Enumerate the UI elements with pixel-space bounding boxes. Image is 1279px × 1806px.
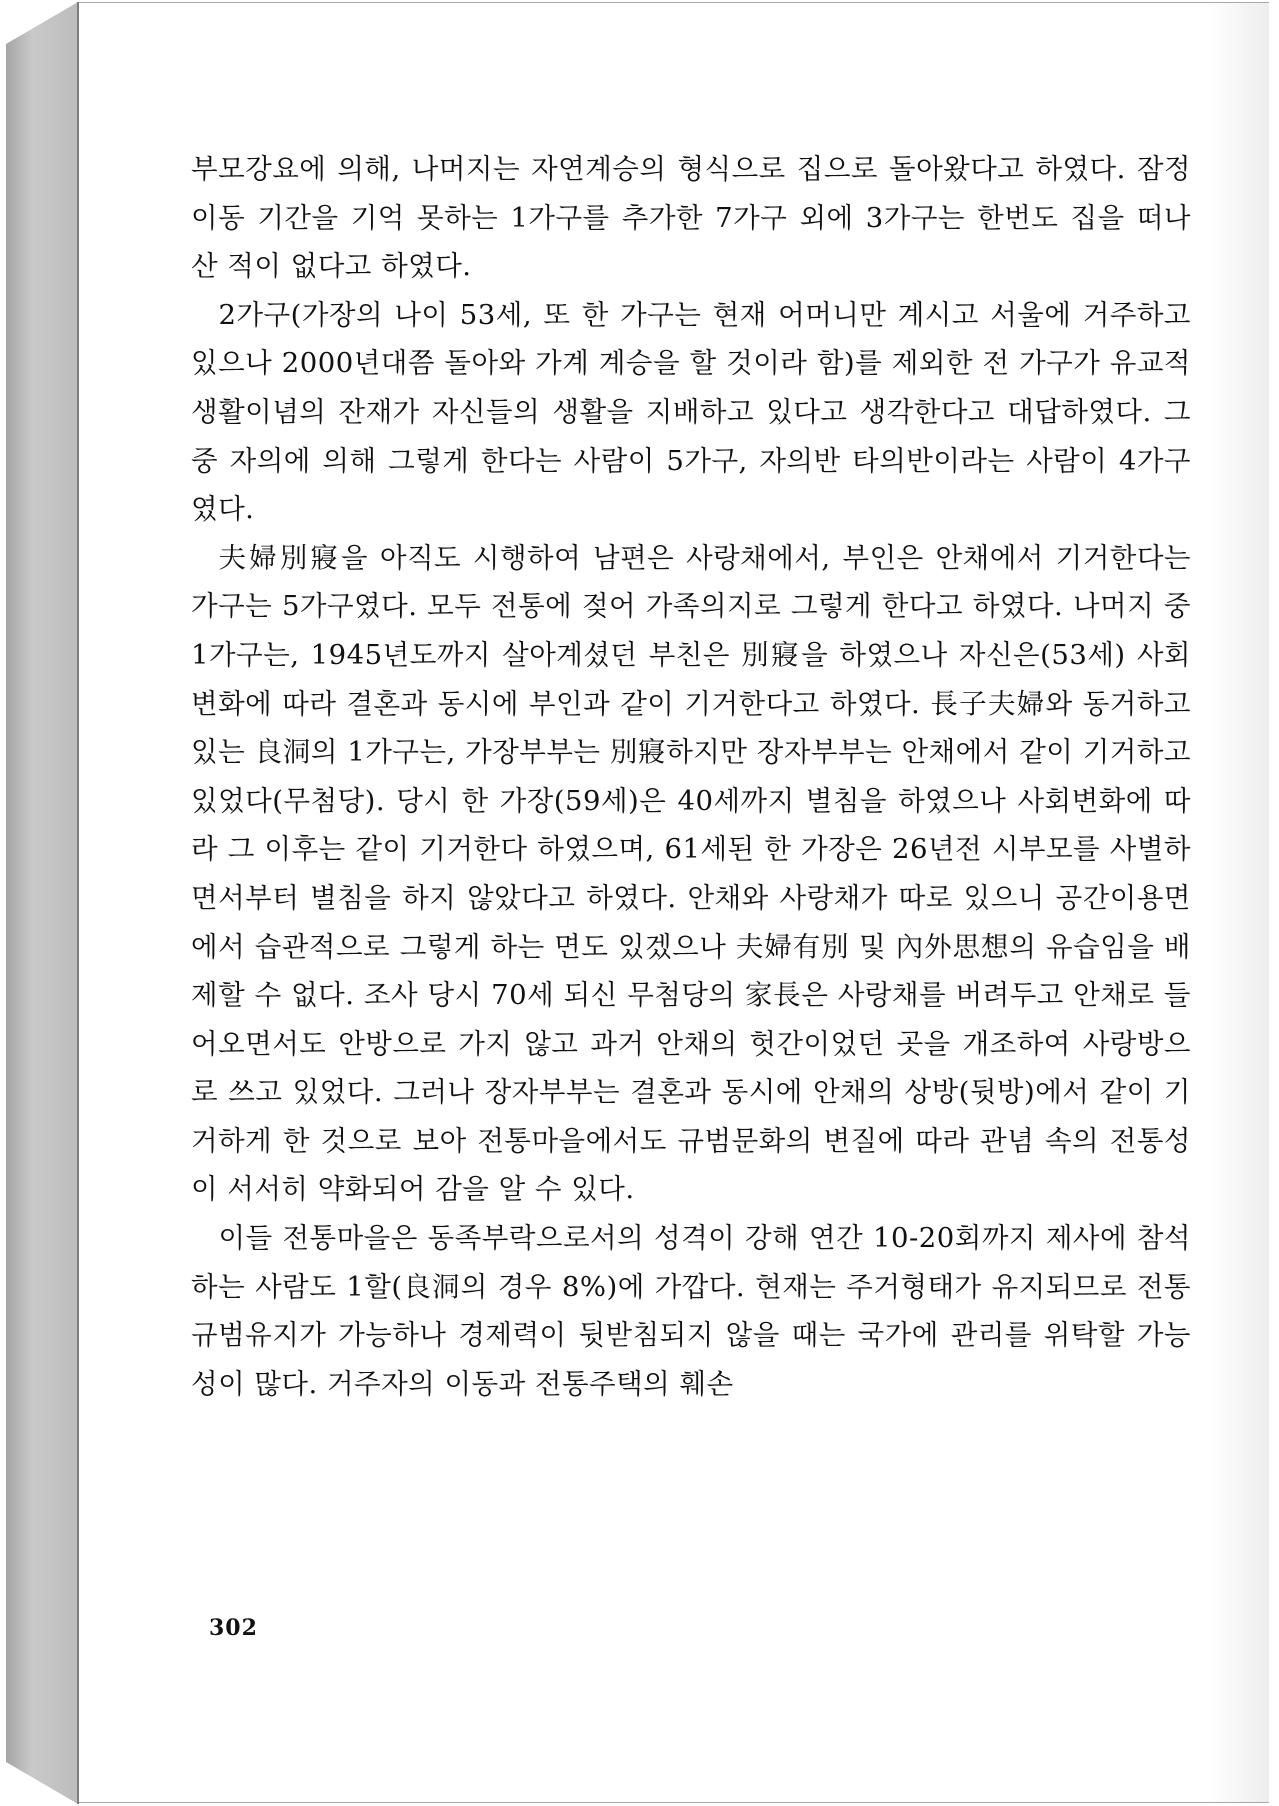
paragraph-4: 이들 전통마을은 동족부락으로서의 성격이 강해 연간 10-20회까지 제사에 참석하는 사람도 1할(良洞의 경우 8%)에 가깝다. 현재는 주거형태가 유지되므로 전통규범유지가 가능하나 경제력이 뒷받침되지 않을 때는 국가에 관리를 위탁할 가능성이 많다. 거주자의 이동과 전통주택의 훼손 — [191, 1222, 1191, 1400]
page-edge-shade — [1209, 3, 1269, 1802]
paragraph-3: 夫婦別寢을 아직도 시행하여 남편은 사랑채에서, 부인은 안채에서 기거한다는 가구는 5가구였다. 모두 전통에 젖어 가족의지로 그렇게 한다고 하였다. 나머지 중 1가구는, 1945년도까지 살아계셨던 부친은 別寢을 하였으나 자신은(53세) 사회변화에 따라 결혼과 동시에 부인과 같이 기거한다고 하였다. 長子夫婦와 동거하고 있는 良洞의 1가구는, 가장부부는 別寢하지만 장자부부는 안채에서 같이 기거하고 있었다(무첨당). 당시 한 가장(59세)은 40세까지 별침을 하였으나 사회변화에 따라 그 이후는 같이 기거한다 하였으며, 61세된 한 가장은 26년전 시부모를 사별하면서부터 별침을 하지 않았다고 하였다. 안채와 사랑채가 따로 있으니 공간이용면에서 습관적으로 그렇게 하는 면도 있겠으나 夫婦有別 및 內外思想의 유습임을 배제할 수 없다. 조사 당시 70세 되신 무첨당의 家長은 사랑채를 버려두고 안채로 들어오면서도 안방으로 가지 않고 과거 안채의 헛간이었던 곳을 개조하여 사랑방으로 쓰고 있었다. 그러나 장자부부는 결혼과 동시에 안채의 상방(뒷방)에서 같이 기거하게 한 것으로 보아 전통마을에서도 규범문화의 변질에 따라 관념 속의 전통성이 서서히 약화되어 감을 알 수 있다. — [191, 541, 1191, 1206]
paragraph-1: 부모강요에 의해, 나머지는 자연계승의 형식으로 집으로 돌아왔다고 하였다. 잠정 이동 기간을 기억 못하는 1가구를 추가한 7가구 외에 3가구는 한번도 집을 떠나 산 적이 없다고 하였다. — [191, 153, 1191, 283]
page-number: 302 — [209, 1615, 258, 1641]
book-spine — [0, 0, 80, 1806]
book-page — [79, 2, 1269, 1803]
paragraph-2: 2가구(가장의 나이 53세, 또 한 가구는 현재 어머니만 계시고 서울에 거주하고 있으나 2000년대쯤 돌아와 가계 계승을 할 것이라 함)를 제외한 전 가구가 유교적 생활이념의 잔재가 자신들의 생활을 지배하고 있다고 생각한다고 대답하였다. 그 중 자의에 의해 그렇게 한다는 사람이 5가구, 자의반 타의반이라는 사람이 4가구였다. — [191, 298, 1191, 526]
body-text — [191, 145, 1191, 1408]
